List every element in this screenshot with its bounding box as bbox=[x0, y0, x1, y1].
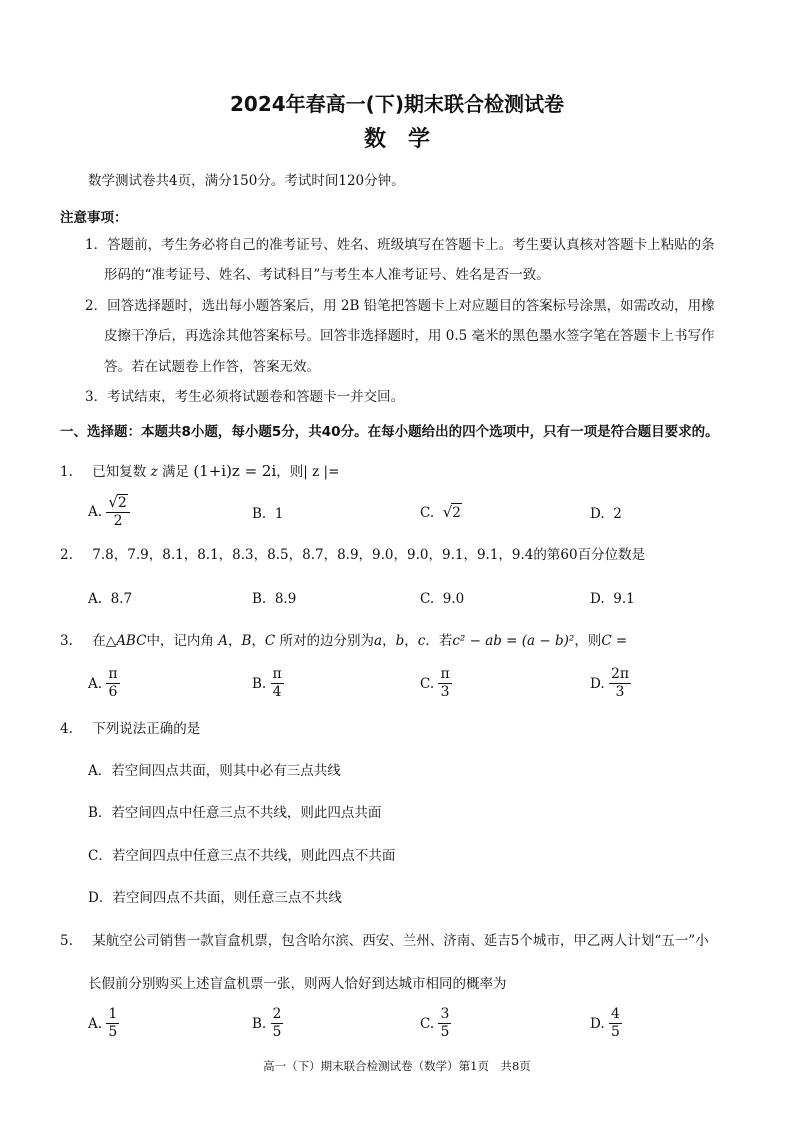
option-d: D．若空间四点不共面，则任意三点不共线 bbox=[88, 890, 342, 906]
question-text: 7.8，7.9，8.1，8.1，8.3，8.5，8.7，8.9，9.0，9.0，9.1，9.1，9.4的第60百分位数是 bbox=[92, 547, 646, 563]
question-text: 所对的边分别为 bbox=[279, 633, 375, 649]
question-number: 4. bbox=[60, 721, 73, 737]
math-formula: c² − ab = (a − b)² bbox=[452, 633, 575, 649]
option-a: A．若空间四点共面，则其中必有三点共线 bbox=[88, 763, 341, 779]
fraction bbox=[106, 1006, 119, 1041]
question-text: 长假前分别购买上述盲盒机票一张，则两人恰好到达城市相同的概率为 bbox=[88, 976, 507, 992]
math-var: z bbox=[150, 464, 158, 480]
numerator: π bbox=[272, 666, 282, 682]
option-label: C. bbox=[420, 1015, 435, 1032]
math-var: a bbox=[374, 633, 383, 649]
intro-text: 数学测试卷共4页，满分150分。考试时间120分钟。 bbox=[88, 173, 405, 189]
option-label: A. bbox=[88, 504, 103, 520]
option-label: D. bbox=[590, 506, 605, 522]
question-text: ，则 bbox=[574, 633, 602, 649]
exam-title: 2024年春高一(下)期末联合检测试卷 bbox=[230, 92, 564, 116]
option-d bbox=[590, 505, 622, 523]
numerator: 3 bbox=[440, 1006, 450, 1022]
option-label: B. bbox=[252, 506, 267, 522]
question-number: 2. bbox=[60, 547, 73, 563]
option-b bbox=[252, 505, 283, 523]
note-line: 答。若在试题卷上作答，答案无效。 bbox=[104, 359, 320, 375]
option-label: B. bbox=[252, 591, 267, 607]
option-label: C. bbox=[420, 675, 435, 692]
fraction bbox=[271, 666, 284, 701]
option-c bbox=[420, 666, 452, 701]
option-c: C. √2 bbox=[420, 503, 461, 521]
numerator: π bbox=[440, 666, 450, 682]
option-a bbox=[88, 494, 130, 530]
option-a bbox=[88, 666, 120, 701]
numerator: 4 bbox=[610, 1006, 620, 1022]
fraction bbox=[438, 1006, 451, 1041]
option-label: D. bbox=[590, 675, 605, 692]
denominator: 6 bbox=[108, 684, 118, 700]
option-value: 2 bbox=[613, 506, 622, 522]
radicand: 2 bbox=[452, 505, 461, 521]
option-value: 8.7 bbox=[110, 591, 133, 607]
question-4 bbox=[60, 720, 200, 738]
section-heading: 一、选择题：本题共8小题，每小题5分，共40分。在每小题给出的四个选项中，只有一项是符合题目要求的。 bbox=[60, 424, 719, 440]
note-line: 3．考试结束，考生必须将试题卷和答题卡一并交回。 bbox=[85, 389, 405, 405]
option-value: 1 bbox=[274, 506, 284, 522]
option-d bbox=[590, 590, 635, 608]
subject-title: 数学 bbox=[363, 127, 452, 152]
fraction bbox=[609, 1006, 622, 1041]
fraction: $\frac{√2}{2}$ bbox=[106, 494, 129, 530]
numerator: 2π bbox=[610, 666, 630, 682]
option-b bbox=[252, 1006, 283, 1041]
math-var: c bbox=[417, 633, 426, 649]
question-text: 在△ bbox=[92, 633, 117, 649]
question-2 bbox=[60, 546, 645, 564]
option-d bbox=[590, 1006, 622, 1041]
question-5 bbox=[60, 932, 709, 950]
option-value: 8.9 bbox=[274, 591, 297, 607]
option-value: 9.1 bbox=[613, 591, 635, 607]
note-line: 形码的“准考证号、姓名、考试科目”与考生本人准考证号、姓名是否一致。 bbox=[104, 267, 550, 283]
option-label: B. bbox=[252, 1015, 267, 1032]
option-label: D. bbox=[590, 1015, 605, 1032]
denominator: 3 bbox=[440, 684, 450, 700]
note-line: 1．答题前，考生务必将自己的准考证号、姓名、班级填写在答题卡上。考生要认真核对答题卡上粘贴的条 bbox=[85, 237, 715, 253]
numerator: 2 bbox=[272, 1006, 282, 1022]
question-number: 3. bbox=[60, 633, 73, 649]
math-var: ABC bbox=[116, 633, 147, 649]
note-line: 2．回答选择题时，选出每小题答案后，用 2B 铅笔把答题卡上对应题目的答案标号涂黑，如需改动，用橡 bbox=[85, 298, 715, 314]
question-1 bbox=[60, 462, 339, 481]
option-b bbox=[252, 590, 296, 608]
numerator: 1 bbox=[108, 1006, 118, 1022]
option-label: C. bbox=[420, 505, 435, 521]
question-text: ，则 bbox=[276, 464, 304, 480]
math-formula: C = bbox=[601, 633, 628, 649]
denominator: 5 bbox=[272, 1024, 282, 1040]
math-var: A bbox=[218, 633, 228, 649]
option-c bbox=[420, 590, 464, 608]
option-label: A. bbox=[88, 591, 103, 607]
denominator: 3 bbox=[615, 684, 625, 700]
question-number: 5. bbox=[60, 933, 73, 949]
note-line: 皮擦干净后，再选涂其他答案标号。回答非选择题时，用 0.5 毫米的黑色墨水签字笔在答题卡上书写作 bbox=[104, 328, 715, 344]
math-formula: | z |= bbox=[303, 464, 340, 480]
denominator: 4 bbox=[272, 684, 282, 700]
option-b bbox=[252, 666, 284, 701]
math-var: b bbox=[395, 633, 405, 649]
math-var: B bbox=[241, 633, 252, 649]
option-label: A. bbox=[88, 675, 103, 692]
denominator: 5 bbox=[108, 1024, 118, 1040]
question-text: 某航空公司销售一款盲盒机票，包含哈尔滨、西安、兰州、济南、延吉5个城市，甲乙两人计划“五一”小 bbox=[92, 933, 709, 949]
option-label: B. bbox=[252, 675, 267, 692]
question-text: 中，记内角 bbox=[146, 633, 214, 649]
notes-heading: 注意事项： bbox=[60, 210, 128, 226]
denominator: 5 bbox=[440, 1024, 450, 1040]
fraction bbox=[609, 666, 631, 701]
option-b: B．若空间四点中任意三点不共线，则此四点共面 bbox=[88, 805, 382, 821]
fraction bbox=[438, 666, 451, 701]
numerator: π bbox=[108, 666, 118, 682]
fraction bbox=[271, 1006, 284, 1041]
page-footer: 高一（下）期末联合检测试卷（数学）第1页 共8页 bbox=[263, 1059, 531, 1073]
option-a bbox=[88, 590, 132, 608]
option-c: C．若空间四点中任意三点不共线，则此四点不共面 bbox=[88, 848, 396, 864]
question-text: ．若 bbox=[425, 633, 453, 649]
question-text: 下列说法正确的是 bbox=[92, 721, 201, 737]
radicand: 2 bbox=[117, 495, 127, 511]
question-number: 1. bbox=[60, 464, 73, 480]
math-var: C bbox=[264, 633, 276, 649]
fraction bbox=[106, 666, 119, 701]
denominator: 5 bbox=[610, 1024, 620, 1040]
option-a bbox=[88, 1006, 119, 1041]
option-c bbox=[420, 1006, 451, 1041]
option-label: C. bbox=[420, 591, 435, 607]
question-3: 3. 在△ABC中，记内角 A，B，C 所对的边分别为a，b，c．若c² − ab = (a − b)²，则C = bbox=[60, 633, 628, 649]
option-label: A. bbox=[88, 1015, 103, 1032]
option-d bbox=[590, 666, 631, 701]
option-value: 9.0 bbox=[442, 591, 465, 607]
denominator: 2 bbox=[113, 513, 123, 529]
option-label: D. bbox=[590, 591, 605, 607]
math-formula: (1+i)z = 2i bbox=[193, 462, 277, 480]
question-text: 已知复数 bbox=[92, 464, 147, 480]
question-text: 满足 bbox=[162, 464, 190, 480]
